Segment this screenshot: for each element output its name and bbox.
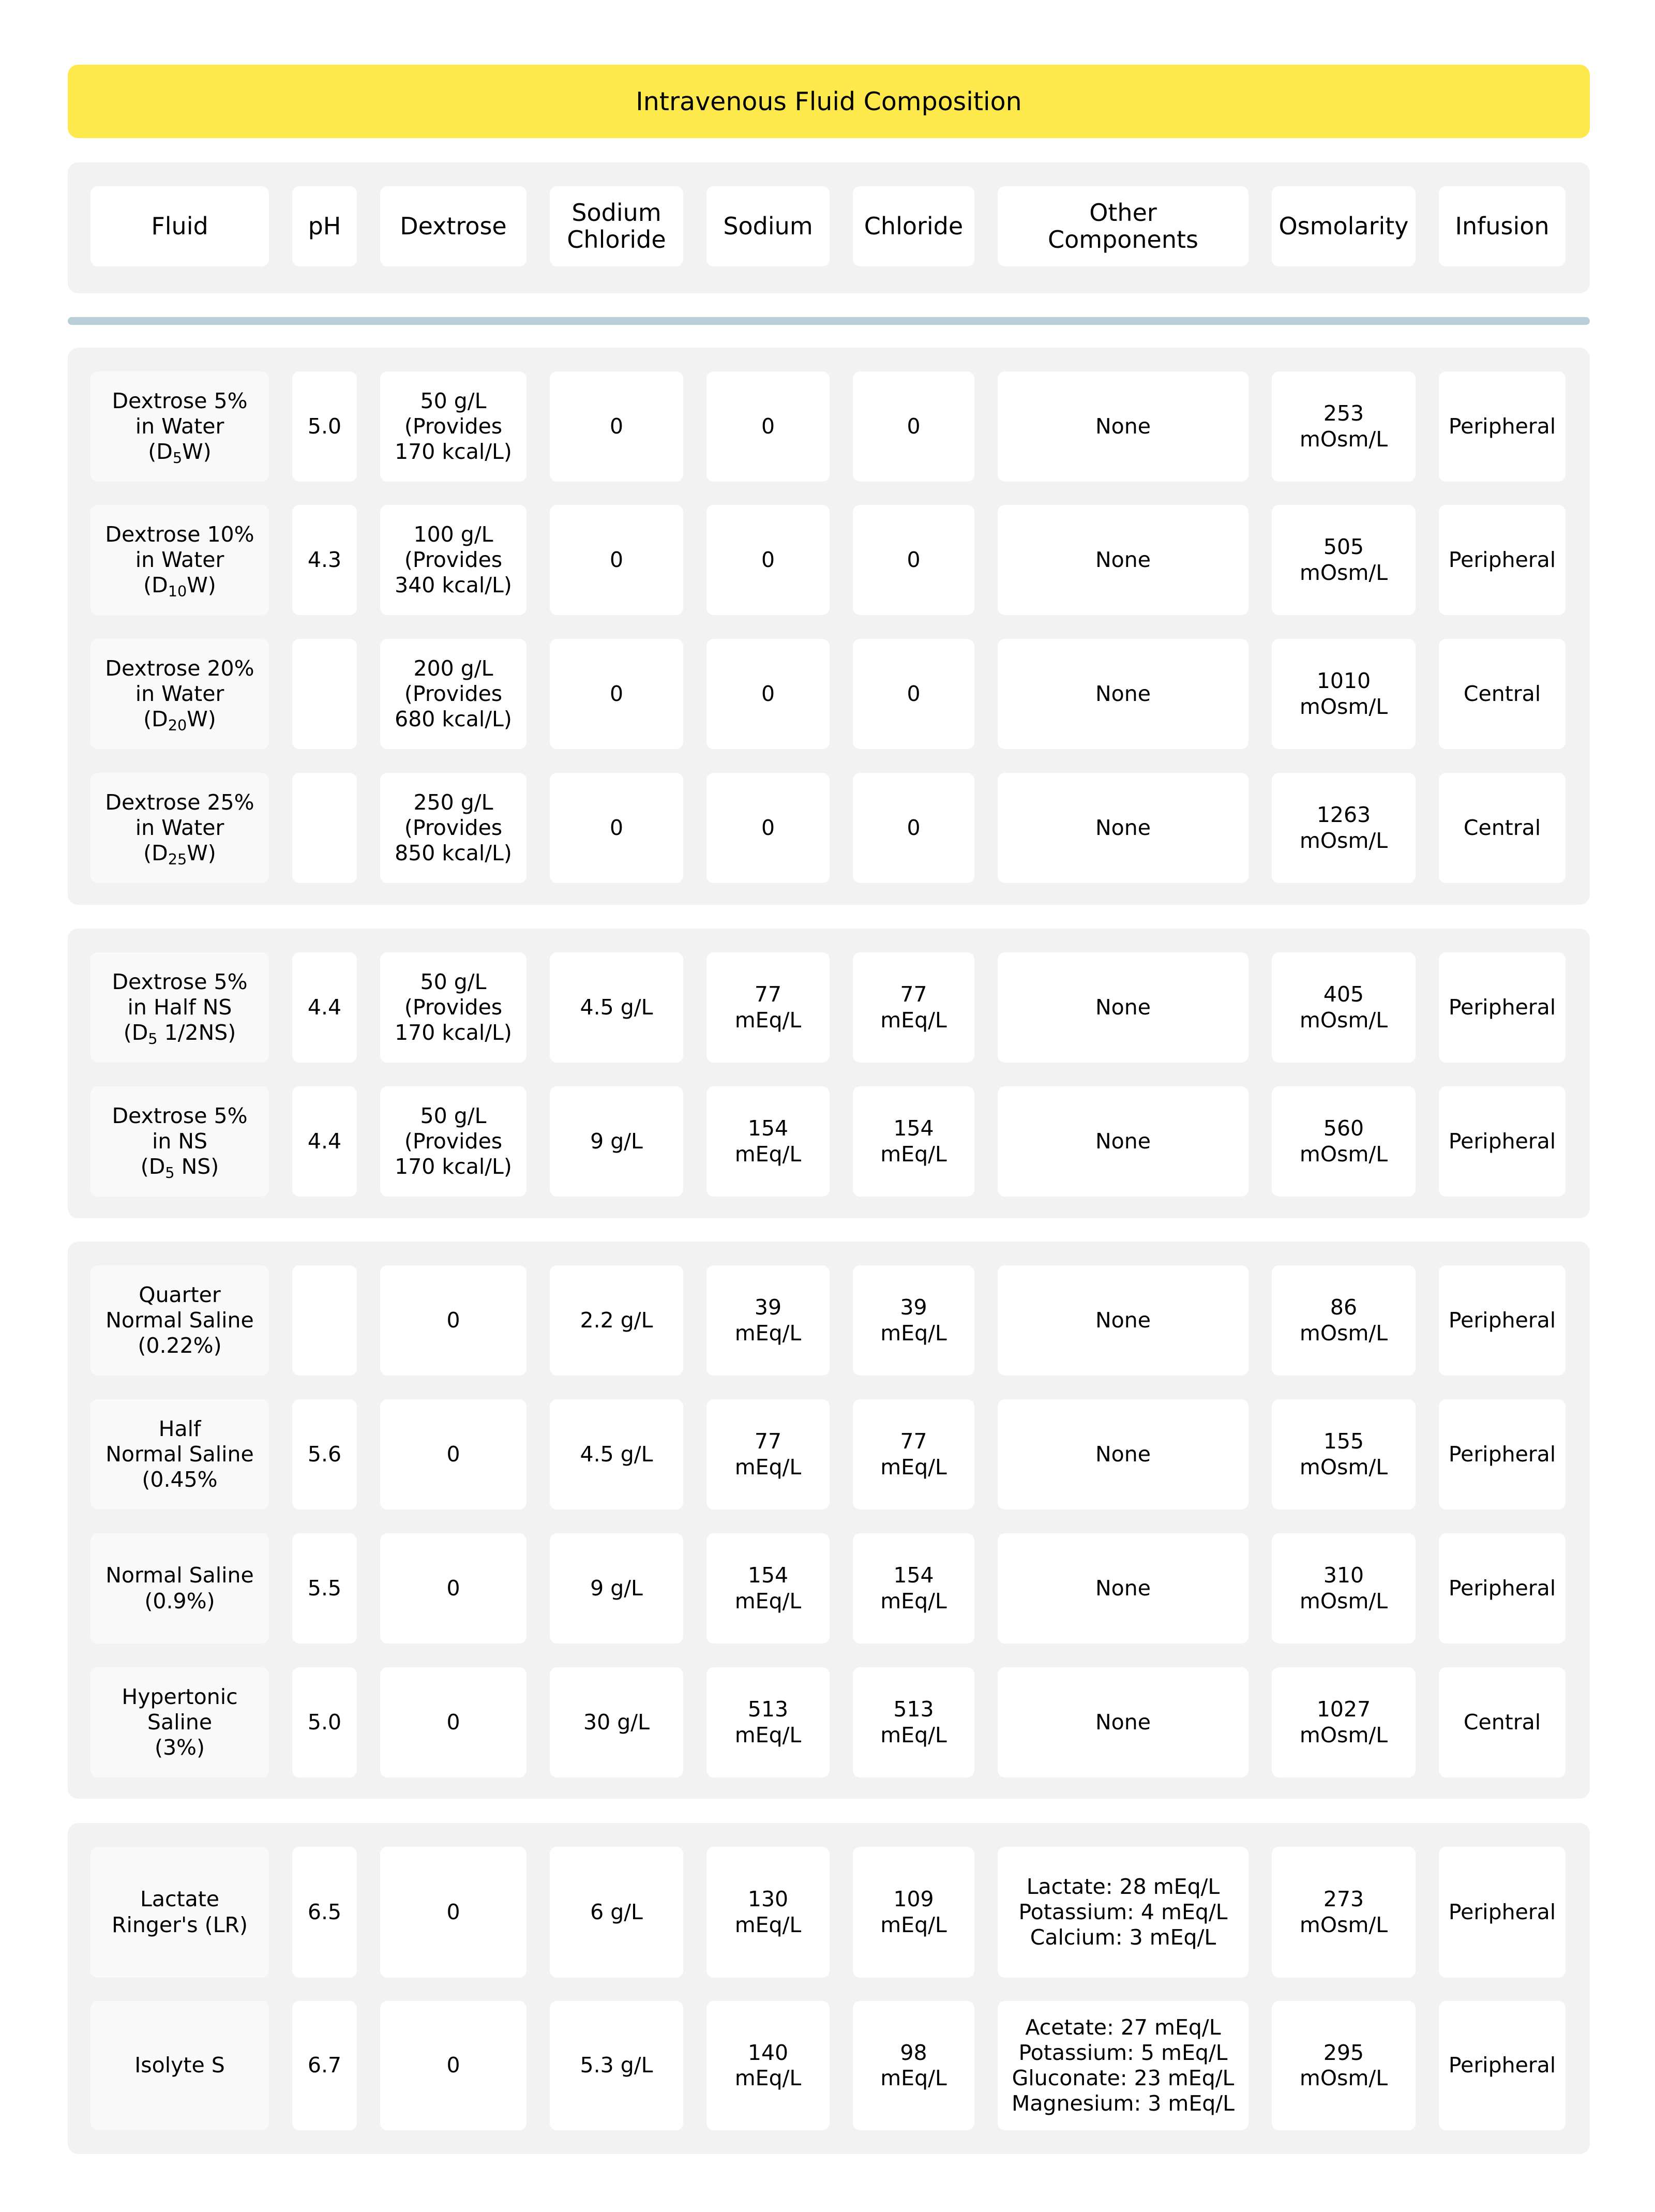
cell-fluid	[91, 639, 269, 749]
fluid-name-line: in NS	[152, 1128, 208, 1154]
cell-fluid	[91, 1086, 269, 1197]
cell-fluid	[91, 1533, 269, 1643]
cell-other-components	[998, 1399, 1248, 1509]
osmolarity-value: 253 mOsm/L	[1299, 401, 1388, 452]
cell-sodium	[706, 952, 830, 1063]
cell-infusion	[1439, 1399, 1566, 1509]
header-chloride: Chloride	[853, 186, 974, 266]
sodium-value: 0	[761, 681, 775, 706]
infusion-value: Peripheral	[1448, 994, 1556, 1020]
sodium-chloride-value: 2.2 g/L	[580, 1307, 653, 1333]
cell-chloride	[853, 1847, 974, 1978]
cell-chloride	[853, 639, 974, 749]
abbr-prefix: (D	[148, 439, 173, 465]
chloride-value: 98 mEq/L	[880, 2040, 947, 2090]
cell-ph	[292, 639, 357, 749]
fluid-name-line: Dextrose 5%	[112, 1103, 248, 1128]
cell-sodium-chloride	[550, 371, 683, 482]
fluid-abbreviation	[112, 1154, 247, 1182]
osmolarity-value: 310 mOsm/L	[1299, 1563, 1388, 1613]
cell-other-components	[998, 1667, 1248, 1777]
fluid-name-line: Dextrose 5%	[112, 388, 248, 413]
cell-infusion	[1439, 1667, 1566, 1777]
cell-infusion	[1439, 505, 1566, 615]
cell-ph	[292, 505, 357, 615]
cell-dextrose	[380, 505, 526, 615]
dextrose-value: 0	[446, 1307, 460, 1333]
cell-sodium	[706, 1265, 830, 1376]
cell-chloride	[853, 1667, 974, 1777]
cell-other-components	[998, 1533, 1248, 1643]
chloride-value: 39 mEq/L	[880, 1295, 947, 1346]
cell-other-components	[998, 505, 1248, 615]
dextrose-value: 200 g/L (Provides 680 kcal/L)	[395, 655, 512, 732]
cell-sodium	[706, 773, 830, 883]
sodium-value: 0	[761, 815, 775, 840]
cell-chloride	[853, 952, 974, 1063]
cell-chloride	[853, 773, 974, 883]
header-ph: pH	[292, 186, 357, 266]
fluid-abbreviation	[105, 707, 254, 735]
header-sodium-chloride: Sodium Chloride	[550, 186, 683, 266]
cell-sodium	[706, 371, 830, 482]
infusion-value: Central	[1463, 1709, 1541, 1735]
osmolarity-value: 405 mOsm/L	[1299, 982, 1388, 1033]
cell-other-components	[998, 1086, 1248, 1197]
sodium-chloride-value: 0	[609, 547, 624, 572]
infusion-value: Peripheral	[1448, 1899, 1556, 1924]
fluid-abbreviation	[112, 1020, 247, 1048]
fluid-name	[112, 1103, 247, 1180]
cell-ph	[292, 1533, 357, 1643]
sodium-value: 77 mEq/L	[734, 1429, 802, 1479]
infusion-value: Peripheral	[1448, 1575, 1556, 1601]
sodium-chloride-value: 0	[609, 413, 624, 439]
fluid-name: Quarter Normal Saline (0.22%)	[106, 1282, 254, 1358]
abbr-subscript: 5	[165, 1164, 175, 1182]
infusion-value: Peripheral	[1448, 413, 1556, 439]
fluid-name-line: in Water	[135, 815, 224, 840]
cell-other-components	[998, 1847, 1248, 1978]
fluid-abbreviation	[105, 841, 254, 869]
fluid-name-line: in Water	[135, 547, 224, 572]
dextrose-value: 100 g/L (Provides 340 kcal/L)	[395, 521, 512, 598]
infusion-value: Central	[1463, 815, 1541, 840]
fluid-name: Normal Saline (0.9%)	[106, 1563, 254, 1613]
dextrose-value: 50 g/L (Provides 170 kcal/L)	[395, 969, 512, 1045]
chloride-value: 0	[907, 815, 921, 840]
abbr-suffix: W)	[182, 439, 212, 465]
dextrose-value: 50 g/L (Provides 170 kcal/L)	[395, 1103, 512, 1179]
cell-fluid	[91, 371, 269, 482]
cell-dextrose	[380, 1667, 526, 1777]
fluid-name: Half Normal Saline (0.45%	[106, 1416, 254, 1492]
osmolarity-value: 1263 mOsm/L	[1299, 802, 1388, 853]
cell-dextrose	[380, 1533, 526, 1643]
other-components-value: None	[1095, 1128, 1151, 1154]
cell-infusion	[1439, 1533, 1566, 1643]
cell-sodium-chloride	[550, 505, 683, 615]
abbr-prefix: (D	[143, 573, 168, 598]
fluid-name	[112, 969, 247, 1046]
cell-chloride	[853, 505, 974, 615]
cell-osmolarity	[1272, 1667, 1416, 1777]
dextrose-value: 0	[446, 2053, 460, 2078]
cell-fluid	[91, 505, 269, 615]
cell-osmolarity	[1272, 371, 1416, 482]
cell-sodium-chloride	[550, 952, 683, 1063]
sodium-chloride-value: 0	[609, 681, 624, 706]
abbr-subscript: 5	[148, 1030, 158, 1048]
cell-fluid	[91, 1265, 269, 1376]
abbr-prefix: (D	[143, 841, 168, 866]
ph-value: 4.4	[307, 1128, 342, 1154]
cell-sodium-chloride	[550, 1667, 683, 1777]
abbr-prefix: (D	[140, 1154, 166, 1179]
sodium-chloride-value: 4.5 g/L	[580, 994, 653, 1020]
cell-other-components	[998, 2001, 1248, 2130]
abbr-suffix: W)	[187, 707, 216, 732]
cell-osmolarity	[1272, 639, 1416, 749]
cell-other-components	[998, 1265, 1248, 1376]
cell-chloride	[853, 1086, 974, 1197]
cell-ph	[292, 952, 357, 1063]
sodium-chloride-value: 4.5 g/L	[580, 1441, 653, 1467]
sodium-chloride-value: 6 g/L	[590, 1899, 643, 1924]
dextrose-value: 0	[446, 1899, 460, 1924]
cell-chloride	[853, 1399, 974, 1509]
cell-ph	[292, 1667, 357, 1777]
cell-sodium-chloride	[550, 2001, 683, 2130]
fluid-name	[105, 656, 254, 733]
fluid-name-line: in Water	[135, 413, 224, 439]
abbr-subscript: 20	[168, 716, 187, 735]
cell-chloride	[853, 1265, 974, 1376]
sodium-value: 0	[761, 547, 775, 572]
ph-value: 6.7	[307, 2053, 342, 2078]
osmolarity-value: 86 mOsm/L	[1299, 1295, 1388, 1346]
infusion-value: Central	[1463, 681, 1541, 706]
cell-sodium	[706, 2001, 830, 2130]
cell-osmolarity	[1272, 2001, 1416, 2130]
ph-value: 5.0	[307, 1709, 342, 1735]
cell-ph	[292, 1265, 357, 1376]
cell-osmolarity	[1272, 1265, 1416, 1376]
osmolarity-value: 1027 mOsm/L	[1299, 1697, 1388, 1747]
fluid-name-line: Dextrose 25%	[105, 789, 254, 815]
chloride-value: 0	[907, 413, 921, 439]
cell-infusion	[1439, 952, 1566, 1063]
chloride-value: 513 mEq/L	[880, 1697, 947, 1747]
chloride-value: 154 mEq/L	[880, 1563, 947, 1613]
cell-fluid	[91, 1667, 269, 1777]
chloride-value: 109 mEq/L	[880, 1887, 947, 1937]
cell-fluid	[91, 952, 269, 1063]
cell-osmolarity	[1272, 505, 1416, 615]
other-components-value: None	[1095, 413, 1151, 439]
infusion-value: Peripheral	[1448, 547, 1556, 572]
cell-chloride	[853, 371, 974, 482]
cell-other-components	[998, 773, 1248, 883]
cell-infusion	[1439, 639, 1566, 749]
cell-fluid	[91, 773, 269, 883]
sodium-value: 77 mEq/L	[734, 982, 802, 1033]
cell-sodium-chloride	[550, 1847, 683, 1978]
other-components-value: None	[1095, 994, 1151, 1020]
chloride-value: 0	[907, 681, 921, 706]
infusion-value: Peripheral	[1448, 1441, 1556, 1467]
other-components-value: None	[1095, 681, 1151, 706]
osmolarity-value: 155 mOsm/L	[1299, 1429, 1388, 1479]
cell-sodium	[706, 1086, 830, 1197]
cell-sodium-chloride	[550, 1265, 683, 1376]
ph-value: 4.3	[307, 547, 342, 572]
cell-other-components	[998, 952, 1248, 1063]
cell-infusion	[1439, 1086, 1566, 1197]
header-infusion: Infusion	[1439, 186, 1566, 266]
cell-osmolarity	[1272, 773, 1416, 883]
sodium-value: 130 mEq/L	[734, 1887, 802, 1937]
cell-sodium-chloride	[550, 1533, 683, 1643]
cell-osmolarity	[1272, 1533, 1416, 1643]
other-components-value: None	[1095, 815, 1151, 840]
ph-value: 5.5	[307, 1575, 342, 1601]
cell-sodium	[706, 639, 830, 749]
cell-dextrose	[380, 1847, 526, 1978]
fluid-name-line: in Water	[135, 681, 224, 706]
header-panel	[68, 162, 1590, 293]
sodium-chloride-value: 5.3 g/L	[580, 2053, 653, 2078]
cell-dextrose	[380, 773, 526, 883]
osmolarity-value: 505 mOsm/L	[1299, 534, 1388, 585]
infusion-value: Peripheral	[1448, 1128, 1556, 1154]
infusion-value: Peripheral	[1448, 1307, 1556, 1333]
cell-dextrose	[380, 1399, 526, 1509]
abbr-suffix: W)	[187, 841, 216, 866]
ph-value: 5.0	[307, 413, 342, 439]
header-divider	[68, 317, 1590, 325]
cell-osmolarity	[1272, 952, 1416, 1063]
cell-sodium-chloride	[550, 1399, 683, 1509]
ph-value: 6.5	[307, 1899, 342, 1924]
chloride-value: 154 mEq/L	[880, 1116, 947, 1167]
dextrose-value: 250 g/L (Provides 850 kcal/L)	[395, 789, 512, 866]
cell-chloride	[853, 1533, 974, 1643]
cell-fluid	[91, 2001, 269, 2130]
osmolarity-value: 273 mOsm/L	[1299, 1887, 1388, 1937]
fluid-name: Lactate Ringer's (LR)	[112, 1887, 248, 1937]
row-group	[68, 1242, 1590, 1799]
fluid-name	[112, 388, 247, 465]
cell-ph	[292, 2001, 357, 2130]
chloride-value: 77 mEq/L	[880, 1429, 947, 1479]
cell-sodium	[706, 1667, 830, 1777]
row-group	[68, 929, 1590, 1218]
fluid-name: Hypertonic Saline (3%)	[122, 1684, 238, 1760]
sodium-chloride-value: 0	[609, 815, 624, 840]
sodium-chloride-value: 30 g/L	[583, 1709, 650, 1735]
cell-other-components	[998, 639, 1248, 749]
cell-chloride	[853, 2001, 974, 2130]
header-other-components: Other Components	[998, 186, 1248, 266]
ph-value: 5.6	[307, 1441, 342, 1467]
sodium-value: 140 mEq/L	[734, 2040, 802, 2090]
abbr-suffix: 1/2NS)	[157, 1020, 236, 1045]
other-components-value: None	[1095, 547, 1151, 572]
cell-osmolarity	[1272, 1847, 1416, 1978]
abbr-prefix: (D	[143, 707, 168, 732]
other-components-value: Lactate: 28 mEq/L Potassium: 4 mEq/L Calcium: 3 mEq/L	[1018, 1874, 1228, 1950]
cell-infusion	[1439, 371, 1566, 482]
fluid-abbreviation	[112, 439, 247, 465]
cell-infusion	[1439, 1265, 1566, 1376]
chloride-value: 77 mEq/L	[880, 982, 947, 1033]
infusion-value: Peripheral	[1448, 2053, 1556, 2078]
cell-infusion	[1439, 2001, 1566, 2130]
chloride-value: 0	[907, 547, 921, 572]
cell-dextrose	[380, 371, 526, 482]
osmolarity-value: 560 mOsm/L	[1299, 1116, 1388, 1167]
header-dextrose: Dextrose	[380, 186, 526, 266]
osmolarity-value: 1010 mOsm/L	[1299, 668, 1388, 719]
cell-sodium-chloride	[550, 773, 683, 883]
cell-osmolarity	[1272, 1399, 1416, 1509]
fluid-name-line: in Half NS	[127, 994, 232, 1020]
fluid-name-line: Dextrose 5%	[112, 969, 248, 994]
osmolarity-value: 295 mOsm/L	[1299, 2040, 1388, 2090]
abbr-subscript: 5	[172, 449, 183, 467]
fluid-name-line: Dextrose 10%	[105, 521, 254, 547]
fluid-name	[105, 522, 254, 599]
cell-dextrose	[380, 639, 526, 749]
ph-value: 4.4	[307, 994, 342, 1020]
cell-sodium	[706, 1533, 830, 1643]
header-osmolarity: Osmolarity	[1272, 186, 1416, 266]
page-title: Intravenous Fluid Composition	[68, 65, 1590, 138]
abbr-subscript: 25	[168, 850, 187, 869]
dextrose-value: 0	[446, 1441, 460, 1467]
abbr-prefix: (D	[123, 1020, 148, 1045]
sodium-value: 513 mEq/L	[734, 1697, 802, 1747]
cell-ph	[292, 773, 357, 883]
cell-ph	[292, 1847, 357, 1978]
row-group	[68, 348, 1590, 905]
cell-sodium-chloride	[550, 639, 683, 749]
other-components-value: None	[1095, 1307, 1151, 1333]
fluid-name-line: Dextrose 20%	[105, 655, 254, 681]
sodium-value: 154 mEq/L	[734, 1563, 802, 1613]
fluid-name: Isolyte S	[134, 2053, 225, 2078]
header-fluid: Fluid	[91, 186, 269, 266]
cell-sodium	[706, 505, 830, 615]
cell-sodium	[706, 1399, 830, 1509]
cell-ph	[292, 371, 357, 482]
sodium-value: 154 mEq/L	[734, 1116, 802, 1167]
sodium-chloride-value: 9 g/L	[590, 1575, 643, 1601]
sodium-chloride-value: 9 g/L	[590, 1128, 643, 1154]
fluid-name	[105, 789, 254, 869]
cell-osmolarity	[1272, 1086, 1416, 1197]
cell-infusion	[1439, 773, 1566, 883]
cell-fluid	[91, 1399, 269, 1509]
other-components-value: Acetate: 27 mEq/L Potassium: 5 mEq/L Gluconate: 23 mEq/L Magnesium: 3 mEq/L	[1012, 2014, 1235, 2116]
cell-other-components	[998, 371, 1248, 482]
other-components-value: None	[1095, 1709, 1151, 1735]
sodium-value: 0	[761, 413, 775, 439]
sodium-value: 39 mEq/L	[734, 1295, 802, 1346]
dextrose-value: 0	[446, 1709, 460, 1735]
cell-dextrose	[380, 952, 526, 1063]
cell-fluid	[91, 1847, 269, 1978]
other-components-value: None	[1095, 1575, 1151, 1601]
cell-dextrose	[380, 2001, 526, 2130]
cell-ph	[292, 1399, 357, 1509]
dextrose-value: 0	[446, 1575, 460, 1601]
abbr-suffix: NS)	[174, 1154, 219, 1179]
row-group	[68, 1823, 1590, 2154]
cell-sodium-chloride	[550, 1086, 683, 1197]
cell-sodium	[706, 1847, 830, 1978]
cell-dextrose	[380, 1086, 526, 1197]
cell-infusion	[1439, 1847, 1566, 1978]
fluid-abbreviation	[105, 573, 254, 601]
abbr-suffix: W)	[187, 573, 216, 598]
header-sodium: Sodium	[706, 186, 830, 266]
cell-ph	[292, 1086, 357, 1197]
abbr-subscript: 10	[168, 582, 187, 601]
other-components-value: None	[1095, 1441, 1151, 1467]
cell-dextrose	[380, 1265, 526, 1376]
dextrose-value: 50 g/L (Provides 170 kcal/L)	[395, 388, 512, 465]
